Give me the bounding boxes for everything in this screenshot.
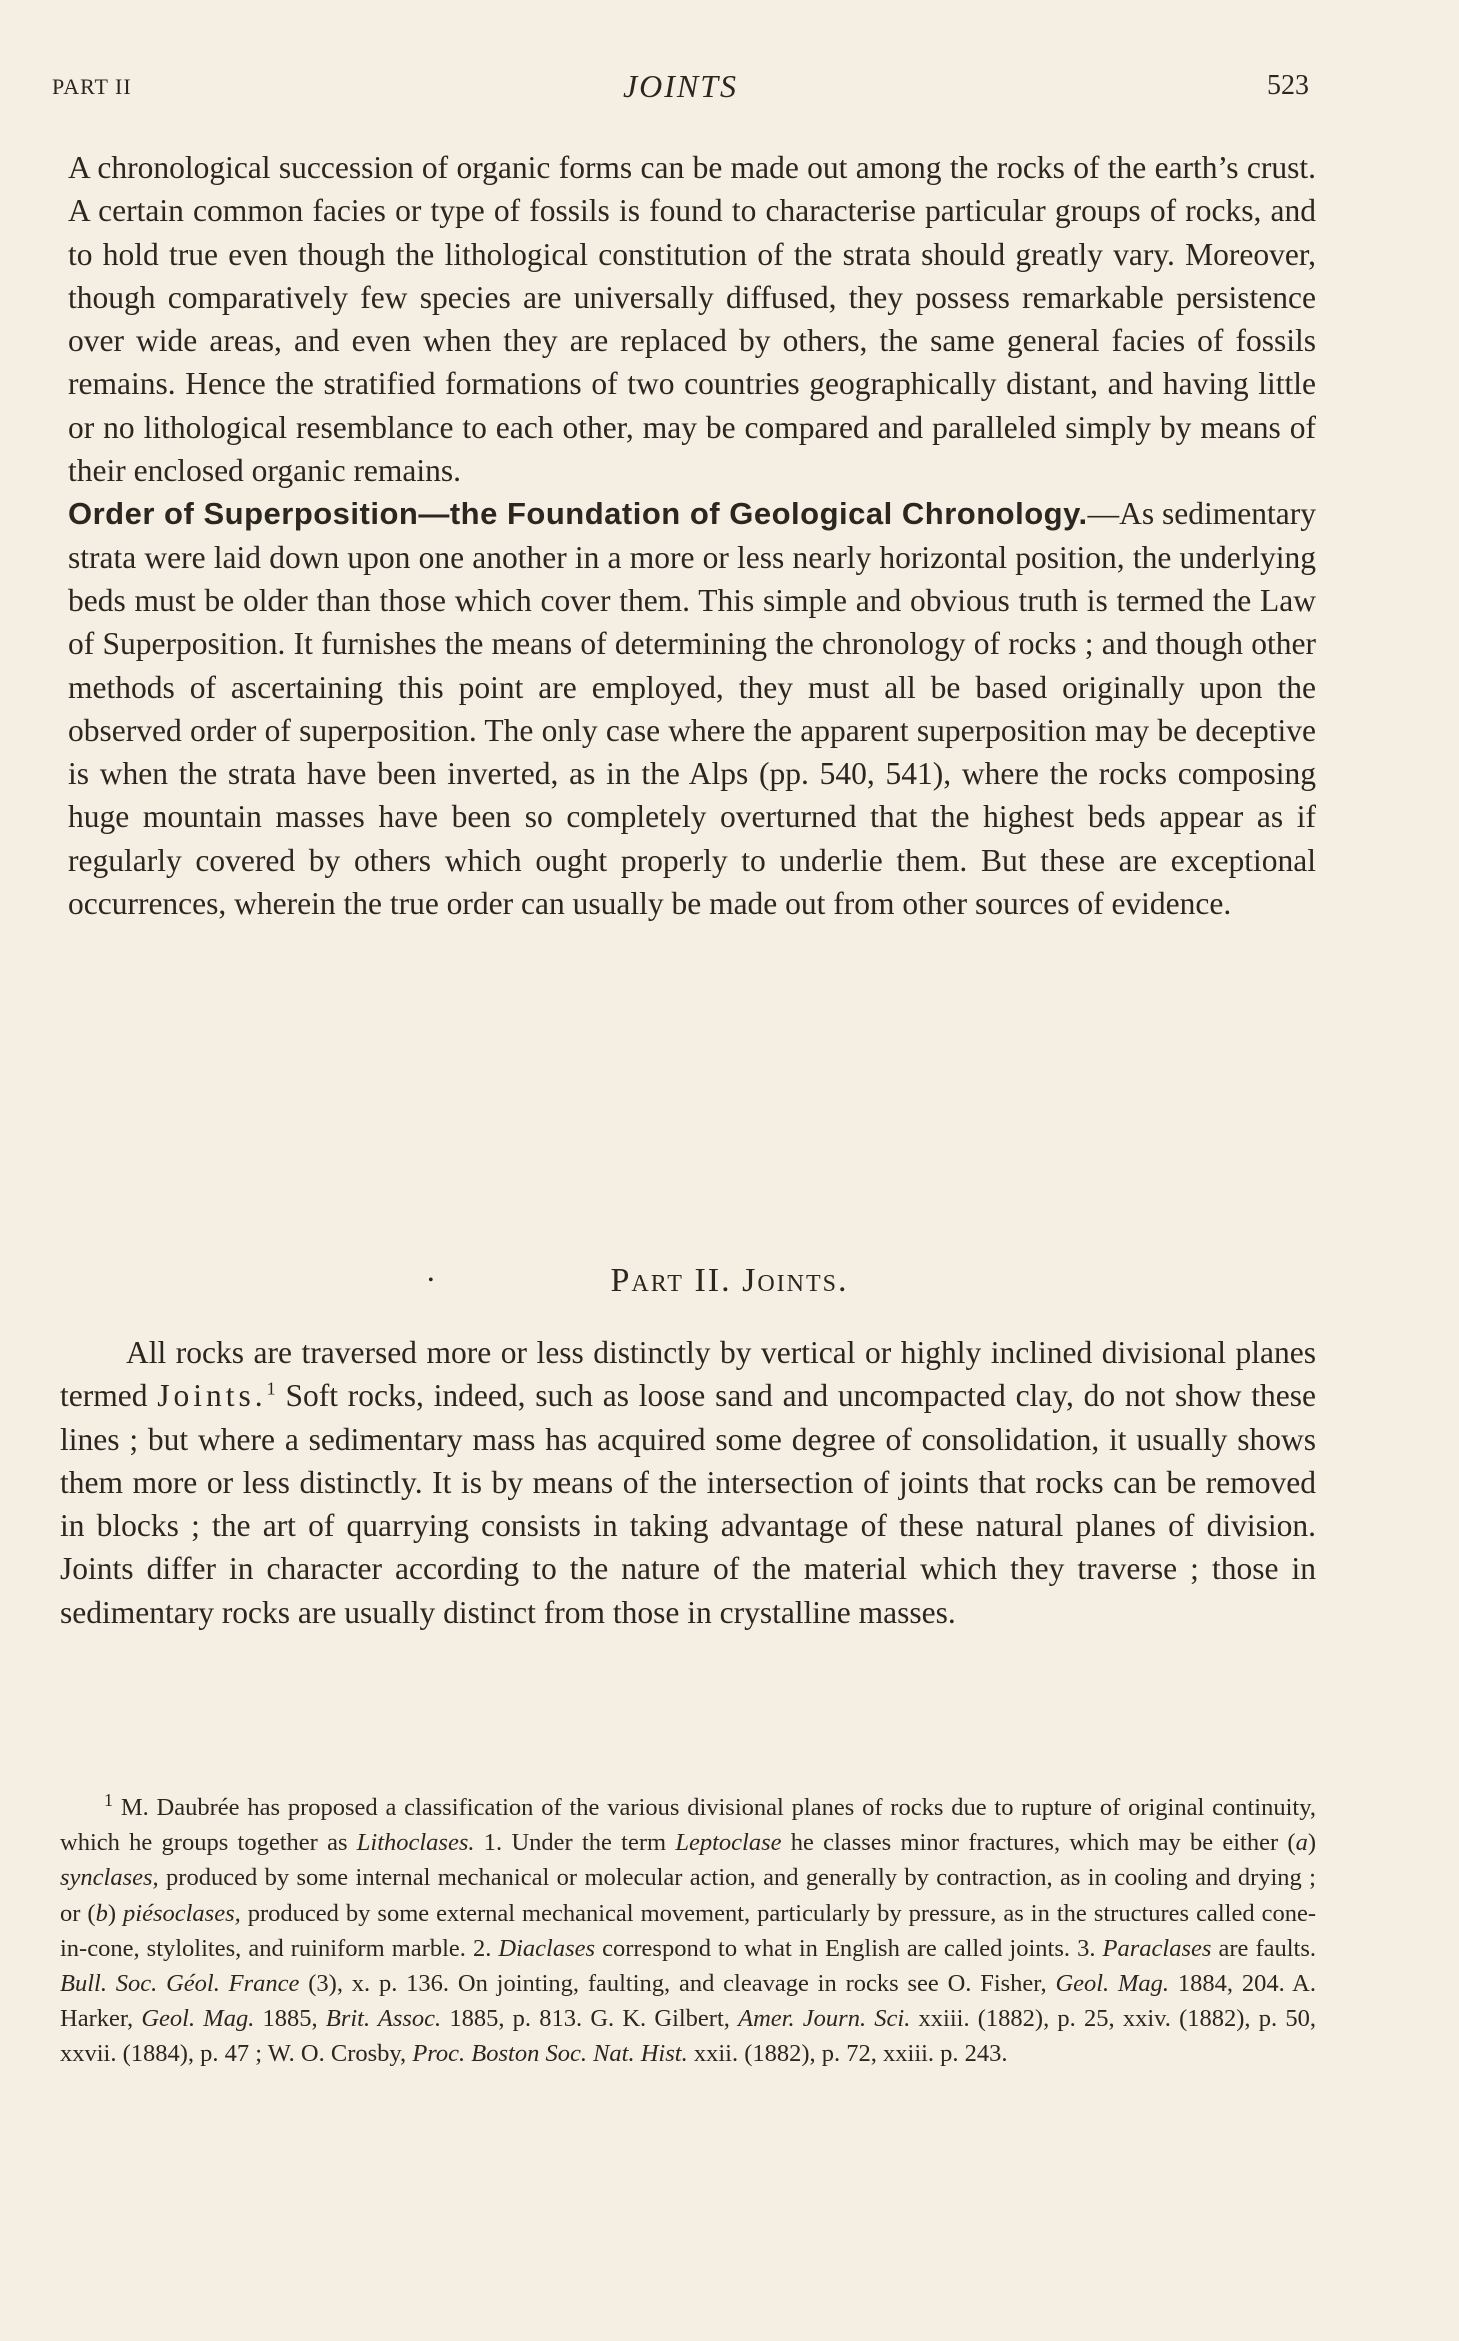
paragraph-order-of-superposition bbox=[68, 492, 1316, 925]
fn-italic: Paraclases bbox=[1102, 1934, 1212, 1962]
paragraph-joints bbox=[60, 1331, 1316, 1634]
fn-italic: Geol. Mag. bbox=[141, 2005, 255, 2033]
fn-text: M. Daubrée has proposed a classification of the various divisional planes of rocks due to rupture of original continuity, which he groups together as bbox=[60, 1794, 1316, 1857]
section-heading bbox=[0, 1262, 1459, 1300]
fn-italic: Diaclases bbox=[498, 1934, 596, 1962]
fn-text: 1. Under the term bbox=[474, 1829, 676, 1857]
fn-text: xxiii. (1882), p. 25, xxiv. (1882), p. 50, xxvii. (1884), p. 47 ; W. O. Crosby, bbox=[60, 2005, 1316, 2068]
text-after: Soft rocks, indeed, such as loose sand and uncompacted clay, do not show these lines ; but where a sedimentary mass has acquired some degree of consolidation, it usually shows them more or less distinctly. It is by means of the intersection of joints that rocks can be removed in blocks ; the art of quarrying consists in taking advantage of these natural planes of division. Joints differ in character according to the nature of the material which they traverse ; those in sedimentary rocks are usually distinct from those in crystalline masses. bbox=[60, 1378, 1316, 1630]
text-before: All rocks are traversed more or less distinctly by vertical or highly inclined divisional planes termed bbox=[60, 1335, 1316, 1414]
paragraph-heading: Order of Superposition—the Foundation of Geological Chronology. bbox=[68, 496, 1088, 532]
footnote-ref: 1 bbox=[266, 1378, 276, 1399]
fn-italic: piésoclases, bbox=[123, 1899, 241, 1927]
fn-italic: Amer. Journ. Sci. bbox=[738, 2005, 911, 2033]
term-joints: Joints. bbox=[157, 1378, 267, 1414]
part-label: PART II bbox=[52, 74, 132, 99]
fn-italic: b bbox=[95, 1899, 108, 1927]
fn-text: produced by some external mechanical movement, particularly by pressure, as in the structures called cone-in-cone, stylolites, and ruiniform marble. 2. bbox=[60, 1899, 1316, 1962]
fn-italic: Bull. Soc. Géol. France bbox=[60, 1970, 300, 1998]
paragraph-text: —As sedimentary strata were laid down upon one another in a more or less nearly horizontal position, the underlying beds must be older than those which cover them. This simple and obvious truth is termed the Law of Superposition. It furnishes the means of determining the chronology of rocks ; and though other methods of ascertaining this point are employed, they must all be based originally upon the observed order of superposition. The only case where the apparent superposition may be deceptive is when the strata have been inverted, as in the Alps (pp. 540, 541), where the rocks composing huge mountain masses have been so completely overturned that the highest beds appear as if regularly covered by others which ought properly to underlie them. But these are exceptional occurrences, wherein the true order can usually be made out from other sources of evidence. bbox=[68, 496, 1316, 922]
section-superposition bbox=[68, 146, 1316, 925]
fn-text: ) bbox=[107, 1899, 124, 1927]
fn-text: ) bbox=[1307, 1829, 1316, 1857]
fn-text: 1885, bbox=[254, 2005, 326, 2033]
fn-italic: Proc. Boston Soc. Nat. Hist. bbox=[412, 2040, 688, 2068]
page-number: 523 bbox=[1267, 70, 1309, 101]
fn-text: produced by some internal mechanical or molecular action, and generally by contraction, as in cooling and drying ; or ( bbox=[60, 1864, 1316, 1927]
fn-italic: synclases, bbox=[60, 1864, 159, 1892]
fn-italic: Lithoclases. bbox=[356, 1829, 475, 1857]
paragraph-chronological-succession: A chronological succession of organic forms can be made out among the rocks of the earth’s crust. A certain common facies or type of fossils is found to characterise particular groups of rocks, and to hold true even though the lithological constitution of the strata should greatly vary. Moreover, though comparatively few species are universally diffused, they possess remarkable persistence over wide areas, and even when they are replaced by others, the same general facies of fossils remains. Hence the stratified formations of two countries geographically distant, and having little or no lithological resemblance to each other, may be compared and paralleled simply by means of their enclosed organic remains. bbox=[68, 150, 1316, 489]
running-header bbox=[52, 68, 1309, 108]
section-title: Part II. Joints. bbox=[610, 1262, 849, 1299]
fn-text: 1884, 204. A. Harker, bbox=[60, 1970, 1316, 2033]
section-joints bbox=[60, 1331, 1316, 1634]
fn-italic: Leptoclase bbox=[675, 1829, 782, 1857]
fn-italic: Geol. Mag. bbox=[1055, 1970, 1170, 1998]
fn-text: (3), x. p. 136. On jointing, faulting, and cleavage in rocks see O. Fisher, bbox=[299, 1970, 1056, 1998]
fn-text: are faults. bbox=[1211, 1934, 1317, 1962]
footnote bbox=[60, 1790, 1316, 2072]
footnote-marker: 1 bbox=[104, 1789, 113, 1810]
fn-text: correspond to what in English are called joints. 3. bbox=[595, 1934, 1103, 1962]
fn-italic: a bbox=[1295, 1829, 1308, 1857]
bullet-mark: • bbox=[428, 1272, 436, 1289]
fn-text: 1885, p. 813. G. K. Gilbert, bbox=[441, 2005, 739, 2033]
fn-italic: Brit. Assoc. bbox=[325, 2005, 442, 2033]
running-title: JOINTS bbox=[622, 68, 739, 104]
fn-text: he classes minor fractures, which may be either ( bbox=[781, 1829, 1296, 1857]
fn-text: xxii. (1882), p. 72, xxiii. p. 243. bbox=[687, 2040, 1008, 2068]
